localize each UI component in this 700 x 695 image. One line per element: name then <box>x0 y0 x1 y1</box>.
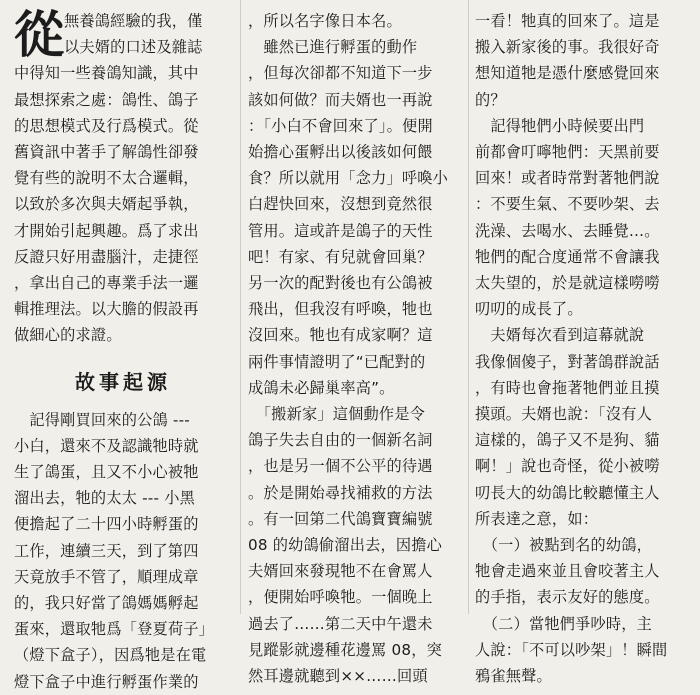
text-line: 牠們的配合度通常不會讓我 <box>475 247 660 266</box>
text-line: ，便開始呼喚牠。一個晚上 <box>248 588 433 607</box>
text-line: 舊資訊中著手了解鴿性卻發 <box>14 143 199 162</box>
text-line: 覺有些的說明不太合邏輯， <box>14 169 199 188</box>
text-line: 。有一回第二代鴿寶寶編號 <box>248 509 433 528</box>
text-line: 兩件事情證明了“已配對的 <box>248 352 426 371</box>
text-line: 蛋來，還取牠爲「登夏荷子」 <box>14 620 215 639</box>
text-line: 生了鴿蛋，且又不小心被牠 <box>14 463 199 482</box>
text-line: 該如何做？而夫婿也一再說 <box>248 90 433 109</box>
column-left <box>14 5 232 695</box>
text-line: （二）當牠們爭吵時，主 <box>475 614 653 633</box>
column-text <box>248 8 463 689</box>
text-line: ，但每次卻都不知道下一步 <box>248 64 433 83</box>
text-line: （燈下盒子），因爲牠是在電 <box>14 646 207 665</box>
text-line: 中得知一些養鴿知識，其中 <box>14 64 199 83</box>
text-line: 記得牠們小時候要出門 <box>475 116 645 135</box>
section-heading: 故事起源 <box>75 369 171 394</box>
text-line: 過去了……第二天中午還未 <box>248 614 433 633</box>
text-line: 另一次的配對後也有公鴿被 <box>248 274 433 293</box>
column-middle <box>248 8 463 689</box>
text-line: 08 的幼鴿偷溜出去，因擔心 <box>248 536 443 555</box>
text-line: 前都會叮嚀牠們：天黑前要 <box>475 143 660 162</box>
text-line: 的，我只好當了鴿媽媽孵起 <box>14 594 199 613</box>
text-line: 牠會走過來並且會咬著主人 <box>475 562 660 581</box>
text-line: 叨叨的成長了。 <box>475 300 583 319</box>
text-line: 以夫婿的口述及雜誌 <box>64 38 203 57</box>
text-line: ，所以名字像日本名。 <box>248 12 402 30</box>
intro-paragraph <box>14 60 232 348</box>
drop-cap: 從 <box>14 5 65 64</box>
text-line: 以致於多次與夫婿起爭執， <box>14 195 199 214</box>
text-line: 的思想模式及行爲模式。從 <box>14 116 199 135</box>
text-line: ，拿出自己的專業手法一邏 <box>14 274 199 293</box>
text-line: 便擔起了二十四小時孵蛋的 <box>14 515 199 534</box>
text-line: ，也是另一個不公平的待遇 <box>248 457 433 476</box>
text-line: 溜出去，牠的太太 --- 小黑 <box>14 489 195 508</box>
story-paragraph <box>14 407 232 695</box>
text-line: 鴉雀無聲。 <box>475 667 552 686</box>
text-line: 一看！牠真的回來了。這是 <box>475 12 660 30</box>
text-line: 然耳邊就聽到××……回頭 <box>248 667 428 686</box>
text-line: 小白，還來不及認識牠時就 <box>14 436 199 455</box>
text-line: 工作，連續三天，到了第四 <box>14 541 199 560</box>
text-line: 回來！或者時常對著牠們說 <box>475 169 660 188</box>
text-line: 我像個傻子，對著鴿群說話 <box>475 352 660 371</box>
text-line: 做細心的求證。 <box>14 326 122 345</box>
text-line: 天竟放手不管了，順理成章 <box>14 567 199 586</box>
text-line: 反證只好用盡腦汁，走捷徑 <box>14 247 199 266</box>
text-line: 洗澡、去喝水、去睡覺…。 <box>475 221 660 240</box>
column-divider <box>240 0 241 614</box>
text-line: 。於是開始尋找補救的方法 <box>248 483 433 502</box>
text-line: 這樣的，鴿子又不是狗、貓 <box>475 431 660 450</box>
text-line: 最想探索之處：鴿性、鴿子 <box>14 90 199 109</box>
text-line: 搬入新家後的事。我很好奇 <box>475 38 660 57</box>
text-line: ：「小白不會回來了」。便開 <box>248 116 433 135</box>
text-line: 夫婿每次看到這幕就說 <box>475 326 645 345</box>
text-line: 食？所以就用「念力」呼喚小 <box>248 169 449 188</box>
text-line: 夫婿回來發現牠不在會罵人 <box>248 562 433 581</box>
dropcap-paragraph <box>14 5 232 64</box>
column-text <box>475 8 693 689</box>
text-line: 無養鴿經驗的我，僅 <box>64 12 203 30</box>
text-line: 叨長大的幼鴿比較聽懂主人 <box>475 483 660 502</box>
text-line: ：不要生氣、不要吵架、去 <box>475 195 660 214</box>
text-line: 沒回來。牠也有成家啊？這 <box>248 326 433 345</box>
text-line: 白趕快回來，沒想到竟然很 <box>248 195 433 214</box>
text-line: 的？ <box>475 90 506 109</box>
text-line: 摸頭。夫婿也說：「沒有人 <box>475 405 653 424</box>
text-line: 吧！有家、有兒就會回巢？ <box>248 247 433 266</box>
text-line: （一）被點到名的幼鴿， <box>475 536 653 555</box>
text-line: 想知道牠是憑什麼感覺回來 <box>475 64 660 83</box>
text-line: 燈下盒子中進行孵蛋作業的 <box>14 672 199 691</box>
text-line: 所表達之意，如： <box>475 509 599 528</box>
text-line: 見蹤影就邊種花邊罵 08，突 <box>248 640 443 659</box>
text-line: 的手指，表示友好的態度。 <box>475 588 660 607</box>
text-line: 記得剛買回來的公鴿 --- <box>14 410 190 429</box>
text-line: 飛出，但我沒有呼喚，牠也 <box>248 300 433 319</box>
text-line: 「搬新家」這個動作是令 <box>248 405 426 424</box>
text-line: 輯推理法。以大膽的假設再 <box>14 300 199 319</box>
text-line: 啊！」說也奇怪，從小被嘮 <box>475 457 660 476</box>
text-line: ，有時也會拖著牠們並且摸 <box>475 378 660 397</box>
column-divider <box>468 0 469 614</box>
text-line: 太失望的，於是就這樣嘮嘮 <box>475 274 660 293</box>
text-line: 成鴿未必歸巢率高”。 <box>248 378 395 397</box>
text-line: 鴿子失去自由的一個新名詞 <box>248 431 433 450</box>
text-line: 雖然已進行孵蛋的動作 <box>248 38 418 57</box>
column-right <box>475 8 693 689</box>
text-line: 才開始引起興趣。爲了求出 <box>14 221 199 240</box>
text-line: 人說：「不可以吵架」！瞬間 <box>475 640 668 659</box>
text-line: 始擔心蛋孵出以後該如何餵 <box>248 143 433 162</box>
text-line: 管用。這或許是鴿子的天性 <box>248 221 433 240</box>
